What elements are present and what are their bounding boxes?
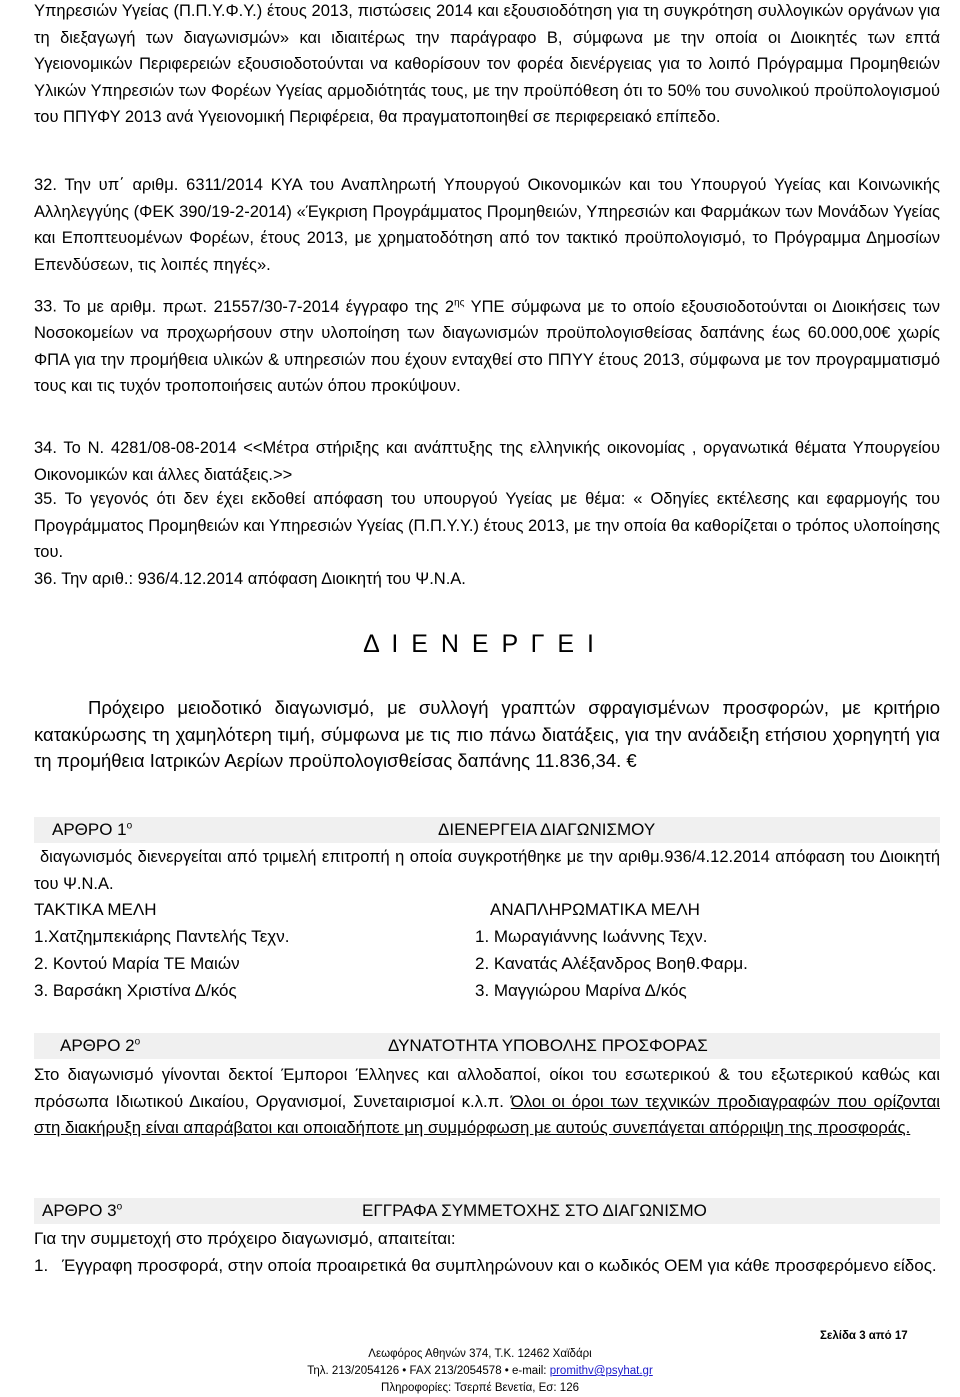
list-item-35 [34,486,940,566]
article-1-label [52,820,132,840]
article-2-heading: ΔΥΝΑΤΟΤΗΤΑ ΥΠΟΒΟΛΗΣ ΠΡΟΣΦΟΡΑΣ [388,1036,708,1055]
item-text [34,176,940,274]
article-3-sup: ο [116,1201,123,1213]
article-3-intro: Για την συμμετοχή στο πρόχειρο διαγωνισμό, απαιτείται: [34,1229,456,1248]
article-1-heading: ΔΙΕΝΕΡΓΕΙΑ ΔΙΑΓΩΝΙΣΜΟΥ [438,820,656,839]
alternate-members-header: ΑΝΑΠΛΗΡΩΜΑΤΙΚΑ ΜΕΛΗ [490,900,700,919]
item-number: 36. [34,570,57,588]
document-title: Δ Ι Ε Ν Ε Ρ Γ Ε Ι [363,630,597,658]
decision-paragraph: Πρόχειρο μειοδοτικό διαγωνισμό, με συλλογή γραπτών σφραγισμένων προσφορών, με κριτήριο κατακύρωσης τη χαμηλότερη τιμή, σύμφωνα με τις πιο πάνω διατάξεις, για την ανάδειξη ετήσιου χορηγητή για τη προμήθεια Ιατρικών Αερίων προϋπολογισθείσας δαπάνης 11.836,34. € [34,697,940,771]
regular-member-3: 3. Βαρσάκη Χριστίνα Δ/κός [34,981,237,1000]
article-3-label-text: ΑΡΘΡΟ 3 [42,1201,117,1220]
page-number: Σελίδα 3 από 17 [820,1330,908,1342]
list-item-36 [34,566,940,593]
list-item-33 [34,290,940,400]
alternate-member-3: 3. Μαγγιώρου Μαρίνα Δ/κός [475,981,687,1000]
alternate-member-1: 1. Μωραγιάννης Ιωάννης Τεχν. [475,927,708,946]
article-3-item-text: Έγγραφη προσφορά, στην οποία προαιρετικά θα συμπληρώνουν και ο κωδικός ΟΕΜ για κάθε προσφερόμενο είδος. [62,1256,937,1275]
footer-address: Λεωφόρος Αθηνών 374, Τ.Κ. 12462 Χαϊδάρι [368,1348,592,1360]
regular-members-header: ΤΑΚΤΙΚΑ ΜΕΛΗ [34,900,157,919]
list-item-32 [34,172,940,278]
item-body: Την υπ΄ αριθμ. 6311/2014 ΚΥΑ του Αναπληρωτή Υπουργού Οικονομικών και του Υπουργού Υγείας και Κοινωνικής Αλληλεγγύης (ΦΕΚ 390/19-2-2014) «Έγκριση Προγράμματος Προμηθειών, Υπηρεσιών και Φαρμάκων των Μονάδων Υγείας και Εποπτευομένων Φορέων, έτους 2013, με χρηματοδότηση από τον τακτικό προϋπολογισμό, το Πρόγραμμα Δημοσίων Επενδύσεων, τις λοιπές πηγές». [34,176,940,274]
article-2-text-underlined: Όλοι οι όροι των τεχνικών προδιαγραφών που ορίζονται στη διακήρυξη είναι απαράβατοι και οποιαδήποτε μη συμμόρφωση με αυτούς συνεπάγεται απόρριψη της προσφοράς. [34,1091,941,1137]
article-2-label-text: ΑΡΘΡΟ 2 [60,1036,135,1055]
article-3-heading: ΕΓΓΡΑΦΑ ΣΥΜΜΕΤΟΧΗΣ ΣΤΟ ΔΙΑΓΩΝΙΣΜΟ [362,1201,707,1220]
item-body-33: Το με αριθμ. πρωτ. 21557/30-7-2014 έγγραφο της $2^{\eta\varsigma}$ ΥΠΕ σύμφωνα με το οποίο εξουσιοδοτούνται οι Διοικήσεις των Νοσοκομείων να προχωρήσουν στην υλοποίηση των διαγωνισμών προϋπολογισθείσας δαπάνης έως 60.000,00€ χωρίς ΦΠΑ για την προμήθεια υλικών & υπηρεσιών που έχουν ενταχθεί στο ΠΠΥΥ έτους 2013, σύμφωνα με τον προγραμματισμό τους και τις τυχόν τροποποιήσεις αυτών όπου προκύψουν. [34,297,940,395]
article-2-sup: ο [134,1036,141,1048]
item-number: 34. [34,439,57,457]
article-1-label-text: ΑΡΘΡΟ 1 [52,820,127,839]
item-number: 32. [34,176,57,194]
regular-member-1: 1.Χατζημπεκιάρης Παντελής Τεχν. [34,927,290,946]
regular-member-2: 2. Κοντού Μαρία ΤΕ Μαιών [34,954,240,973]
article-2-text [34,1062,940,1142]
ordinal-suffix: ης [454,297,465,308]
item-body: Το Ν. 4281/08-08-2014 <<Μέτρα στήριξης και ανάπτυξης της ελληνικής οικονομίας , οργανωτικά θέματα Υπουργείου Οικονομικών και άλλες διατάξεις.>> [34,439,940,484]
article-1-text: διαγωνισμός διενεργείται από τριμελή επιτροπή η οποία συγκροτήθηκε με την αριθμ.936/4.12.2014 απόφαση του Διοικητή του Ψ.Ν.Α. [34,848,940,893]
footer-contact [0,1365,960,1377]
list-item-34 [34,435,940,488]
article-1-sup: ο [126,820,133,832]
alternate-member-2: 2. Κανατάς Αλέξανδρος Βοηθ.Φαρμ. [475,954,748,973]
item-number: 35. [34,490,57,508]
item-body: Το γεγονός ότι δεν έχει εκδοθεί απόφαση του υπουργού Υγείας με θέμα: « Οδηγίες εκτέλεσης και εφαρμογής του Προγράμματος Προμηθειών και Υπηρεσιών Υγείας (Π.Π.Υ.Υ.) έτους 2013, με την οποία θα καθορίζεται ο τρόπος υλοποίησης του. [34,490,940,561]
article-3-label [42,1201,122,1221]
article-3-item-number: 1. [34,1256,49,1275]
item-body: Την αριθ.: 936/4.12.2014 απόφαση Διοικητή του Ψ.Ν.Α. [61,570,466,588]
footer-info: Πληροφορίες: Τσερπέ Βενετία, Εσ: 126 [381,1382,579,1394]
article-2-text-plain: Στο διαγωνισμό γίνονται δεκτοί Έμποροι Έλληνες και αλλοδαποί, οίκοι του εσωτερικού & του εξωτερικού καθώς και πρόσωπα Ιδιωτικού Δικαίου, Οργανισμοί, Συνεταιρισμοί κ.λ.π. [34,1065,940,1111]
intro-paragraph: Υπηρεσιών Υγείας (Π.Π.Υ.Φ.Υ.) έτους 2013, πιστώσεις 2014 και εξουσιοδότηση για τη συγκρότηση συλλογικών οργάνων για τη διεξαγωγή των διαγωνισμών» και ιδιαιτέρως την παράγραφο Β, σύμφωνα με την οποία οι Διοικητές των επτά Υγειονομικών Περιφερειών εξουσιοδοτούνται να καθορίσουν τον φορέα διενέργειας για το λοιπό Πρόγραμμα Προμηθειών Υλικών Υπηρεσιών των Φορέων Υγείας αρμοδιότητάς τους, με την προϋπόθεση ότι το 50% του συνολικού προϋπολογισμού του ΠΠΥΦΥ 2013 ανά Υγειονομική Περιφέρεια, θα πραγματοποιηθεί σε περιφερειακό επίπεδο. [34,2,940,126]
footer-contact-text: Τηλ. 213/2054126 • FAX 213/2054578 • e-mail: [307,1365,550,1377]
item-number: 33. [34,297,57,316]
footer-email-link[interactable]: promithv@psyhat.gr [549,1365,653,1377]
article-2-label [60,1036,140,1056]
